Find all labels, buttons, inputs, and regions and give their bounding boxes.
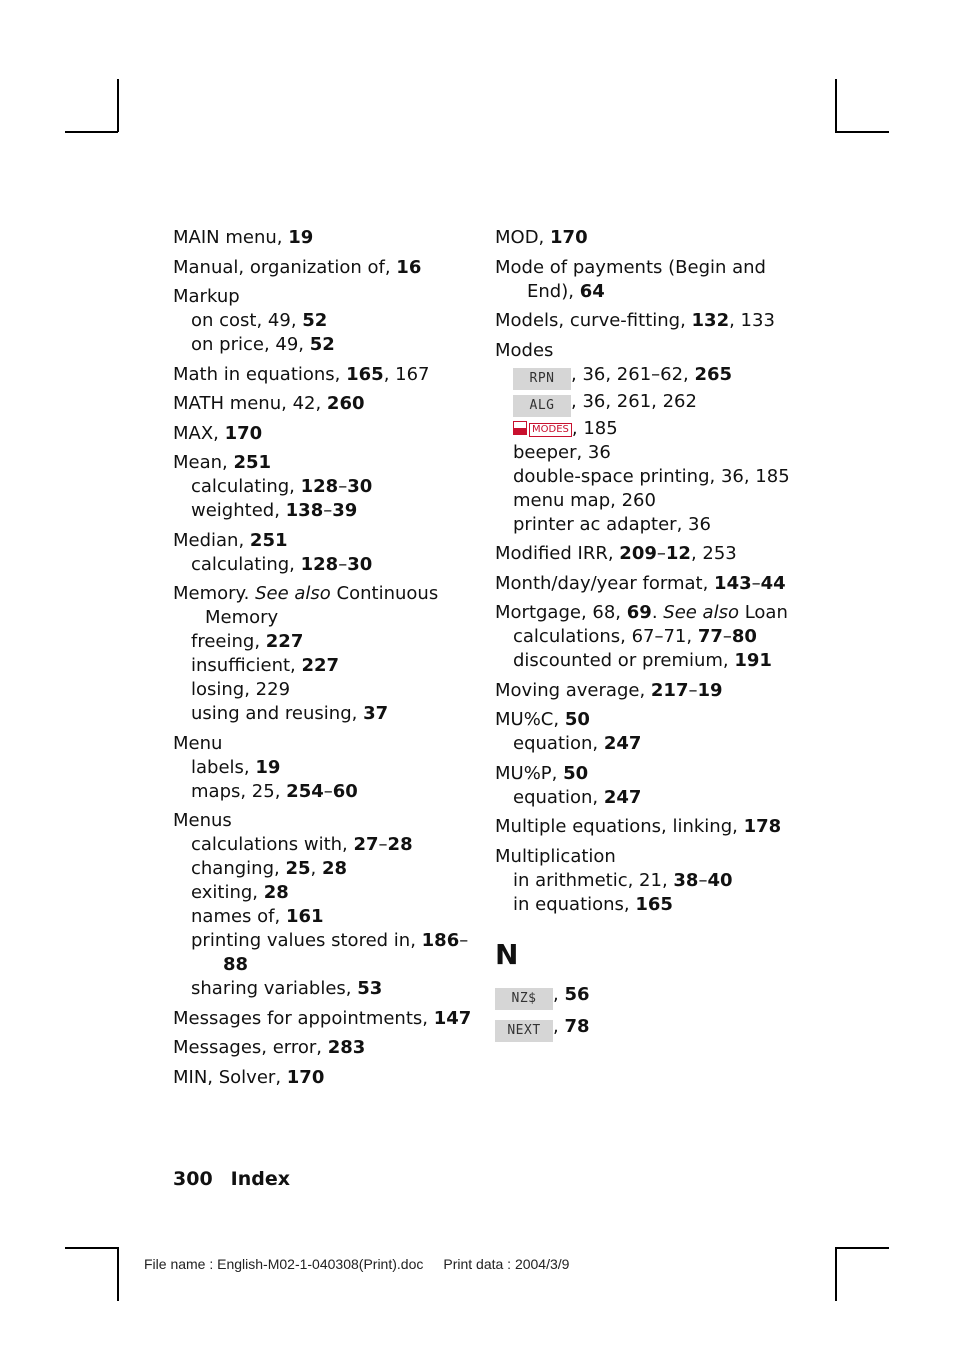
index-column-left [173, 226, 473, 1090]
modes-key: MODES [529, 423, 572, 437]
entry-text: MIN, Solver, [173, 1066, 287, 1088]
page-ref-primary: 39 [332, 500, 358, 521]
entry-text: equation, [513, 733, 604, 754]
index-subentry [173, 881, 473, 905]
page-ref-primary: 209 [619, 543, 657, 564]
entry-text: – [459, 930, 469, 951]
entry-text: beeper, 36 [513, 441, 611, 463]
entry-text: – [338, 553, 348, 575]
menu-label-key: RPN [513, 368, 571, 390]
entry-text: , [553, 983, 565, 1005]
entry-text: calculations, 67–71, [513, 626, 698, 647]
entry-text: freeing, [191, 631, 266, 652]
entry-text: Markup [173, 286, 240, 307]
crop-mark [835, 79, 837, 132]
index-entry [495, 256, 795, 304]
page-ref-primary: 30 [347, 476, 373, 497]
index-subentry [173, 475, 473, 499]
entry-text: See also [255, 583, 331, 604]
crop-mark [835, 1247, 889, 1249]
index-subentry [173, 857, 473, 881]
entry-text: exiting, [191, 882, 264, 903]
entry-text: See also [663, 602, 739, 623]
entry-text: Mortgage, 68, [495, 602, 627, 623]
page-ref-primary: 128 [300, 476, 339, 497]
entry-text: , 36, 261–62, [571, 363, 695, 385]
index-subentry [173, 905, 473, 929]
entry-text: , 167 [383, 363, 430, 385]
page-ref-primary: 260 [326, 393, 365, 414]
index-subentry [495, 390, 795, 417]
entry-text: , 253 [690, 543, 737, 564]
index-entry [173, 363, 473, 387]
index-subentry [495, 732, 795, 756]
entry-text: sharing variables, [191, 978, 358, 999]
entry-text: Math in equations, [173, 363, 347, 385]
page-ref-primary: 56 [564, 983, 590, 1005]
page-ref-primary: 247 [603, 733, 642, 754]
index-subentry [495, 649, 795, 673]
entry-text: – [338, 476, 348, 497]
page-number: 300 [173, 1168, 213, 1190]
page-ref-primary: 165 [635, 893, 673, 915]
entry-text: on cost, 49, [191, 310, 303, 331]
page-ref-primary: 52 [309, 334, 335, 355]
index-subentry [495, 625, 795, 649]
crop-mark [65, 1247, 118, 1249]
index-entry [495, 226, 795, 250]
page-ref-primary: 28 [263, 882, 289, 903]
page-ref-primary: 283 [327, 1037, 366, 1058]
index-entry [495, 762, 795, 786]
index-subentry [173, 309, 473, 333]
entry-text: menu map, 260 [513, 489, 656, 511]
page-ref-primary: 60 [332, 780, 358, 802]
page-ref-primary: 19 [697, 679, 723, 701]
page-ref-primary: 25 [285, 858, 311, 879]
index-entry [173, 392, 473, 416]
page-ref-primary: 19 [255, 756, 281, 778]
page-ref-primary: 165 [346, 363, 384, 385]
entry-text: Manual, organization of, [173, 256, 397, 278]
page-ref-primary: 217 [650, 679, 689, 701]
index-subentry [173, 833, 473, 857]
print-date: Print data : 2004/3/9 [443, 1256, 570, 1272]
index-subentry [173, 929, 473, 977]
entry-text: on price, 49, [191, 334, 310, 355]
index-subentry [495, 513, 795, 537]
index-entry [495, 708, 795, 732]
entry-text: MU%P, [495, 762, 564, 784]
page-ref-primary: 40 [707, 869, 733, 891]
entry-text: Loan [738, 602, 788, 623]
entry-text: Month/day/year format, [495, 572, 715, 594]
index-entry [173, 582, 473, 630]
page-ref-primary: 37 [363, 703, 389, 724]
entry-text: . [651, 602, 664, 623]
index-subentry [495, 869, 795, 893]
index-entry [495, 572, 795, 596]
entry-text: Memory. [173, 583, 256, 604]
crop-mark [835, 1247, 837, 1301]
page-ref-primary: 138 [285, 500, 324, 521]
entry-text: using and reusing, [191, 703, 364, 724]
index-subentry [173, 499, 473, 523]
page-ref-primary: 186 [421, 930, 460, 951]
entry-text: Modes [495, 339, 554, 361]
entry-text: Continuous Memory [205, 583, 439, 628]
page-ref-primary: 147 [433, 1007, 472, 1029]
entry-text: – [722, 626, 732, 647]
entry-text: double-space printing, 36, 185 [513, 465, 790, 487]
page-ref-primary: 191 [734, 650, 772, 671]
entry-text: MAX, [173, 422, 225, 444]
section-name: Index [230, 1168, 291, 1190]
entry-text: – [751, 572, 761, 594]
crop-mark [117, 79, 119, 132]
entry-text: equation, [513, 786, 604, 808]
page-ref-primary: 44 [760, 572, 786, 594]
page-ref-primary: 69 [626, 602, 652, 623]
page-ref-primary: 38 [673, 869, 699, 891]
page-ref-primary: 251 [233, 452, 272, 473]
index-subentry [495, 786, 795, 810]
entry-text: in arithmetic, 21, [513, 869, 674, 891]
index-subentry [495, 441, 795, 465]
entry-text: – [323, 780, 333, 802]
entry-text: Menus [173, 810, 232, 831]
index-entry [173, 451, 473, 475]
entry-text: Menu [173, 732, 223, 754]
page-ref-primary: 19 [288, 227, 314, 248]
entry-text: MATH menu, 42, [173, 393, 327, 414]
page-ref-primary: 88 [223, 954, 249, 975]
page-ref-primary: 178 [743, 816, 782, 837]
page-ref-primary: 251 [249, 529, 288, 551]
entry-text: – [378, 834, 388, 855]
page-ref-primary: 77 [697, 626, 723, 647]
index-column-right [495, 226, 795, 1042]
entry-text: Multiple equations, linking, [495, 816, 744, 837]
page-ref-primary: 80 [731, 626, 757, 647]
entry-text: MU%C, [495, 709, 565, 730]
menu-label-key: NEXT [495, 1020, 553, 1042]
crop-mark [65, 131, 118, 133]
entry-text: , 36, 261, 262 [571, 390, 697, 412]
entry-text: losing, 229 [191, 679, 291, 700]
entry-text: insufficient, [191, 655, 302, 676]
index-entry [495, 815, 795, 839]
index-entry [173, 226, 473, 250]
index-entry [495, 601, 795, 625]
entry-text: – [688, 679, 698, 701]
page-ref-primary: 170 [286, 1066, 325, 1088]
page-ref-primary: 28 [321, 858, 348, 879]
index-subentry [173, 654, 473, 678]
entry-text: Moving average, [495, 679, 651, 701]
menu-label-key: NZ$ [495, 988, 553, 1010]
index-subentry [173, 780, 473, 804]
index-subentry [173, 756, 473, 780]
page-ref-primary: 170 [224, 422, 263, 444]
page-ref-primary: 50 [563, 762, 589, 784]
index-subentry [173, 977, 473, 1001]
entry-text: MAIN menu, [173, 227, 289, 248]
page-ref-primary: 53 [357, 978, 383, 999]
entry-text: – [656, 543, 666, 564]
index-subentry [173, 630, 473, 654]
index-entry [173, 285, 473, 309]
entry-text: , 185 [571, 417, 618, 439]
index-entry [495, 983, 795, 1010]
index-subentry [495, 417, 795, 441]
entry-text: Median, [173, 529, 250, 551]
index-subentry [173, 553, 473, 577]
entry-text: Mode of payments (Begin and End), [495, 256, 766, 302]
entry-text: MOD, [495, 227, 551, 248]
entry-text: – [698, 869, 708, 891]
index-entry [495, 339, 795, 363]
menu-label-key: ALG [513, 395, 571, 417]
entry-text: printing values stored in, [191, 930, 422, 951]
page-ref-primary: 12 [665, 543, 691, 564]
page-ref-primary: 27 [353, 834, 379, 855]
index-entry [173, 1036, 473, 1060]
index-subentry [173, 678, 473, 702]
index-subentry [495, 893, 795, 917]
index-entry [173, 1007, 473, 1031]
page-ref-primary: 64 [579, 280, 605, 302]
section-letter: N [495, 937, 519, 971]
entry-text: , 133 [729, 310, 775, 331]
entry-text: weighted, [191, 500, 286, 521]
page-ref-primary: 128 [300, 553, 339, 575]
page-ref-primary: 78 [564, 1016, 590, 1037]
page-ref-primary: 161 [285, 906, 324, 927]
entry-text: calculating, [191, 553, 301, 575]
index-entry [495, 679, 795, 703]
entry-text: Multiplication [495, 845, 616, 867]
page-ref-primary: 265 [694, 363, 733, 385]
crop-mark [117, 1247, 119, 1301]
entry-text: maps, 25, [191, 780, 287, 802]
entry-text: in equations, [513, 893, 636, 915]
shift-key-icon [513, 421, 527, 435]
page-footer [173, 1168, 308, 1190]
entry-text: changing, [191, 858, 286, 879]
index-entry [495, 309, 795, 333]
index-entry [173, 529, 473, 553]
entry-text: Mean, [173, 452, 234, 473]
entry-text: calculations with, [191, 834, 354, 855]
index-subentry [495, 363, 795, 390]
index-subentry [173, 333, 473, 357]
entry-text: – [323, 500, 333, 521]
entry-text: names of, [191, 906, 286, 927]
page-ref-primary: 30 [347, 553, 373, 575]
entry-text: Messages, error, [173, 1037, 328, 1058]
index-subentry [495, 489, 795, 513]
file-info [144, 1256, 569, 1272]
file-name: File name : English-M02-1-040308(Print).doc [144, 1256, 424, 1272]
page-ref-primary: 143 [714, 572, 752, 594]
page-ref-primary: 170 [550, 227, 588, 248]
index-entry [495, 845, 795, 869]
entry-text: , [310, 858, 322, 879]
page-ref-primary: 50 [564, 709, 590, 730]
page-ref-primary: 28 [387, 834, 413, 855]
page-ref-primary: 16 [396, 256, 422, 278]
index-entry [173, 809, 473, 833]
page-ref-primary: 247 [603, 786, 642, 808]
page-ref-primary: 227 [265, 631, 304, 652]
entry-text: Messages for appointments, [173, 1007, 434, 1029]
entry-text: Models, curve-fitting, [495, 310, 692, 331]
page-ref-primary: 254 [286, 780, 324, 802]
index-subentry [495, 465, 795, 489]
index-entry [495, 1015, 795, 1042]
page-ref-primary: 132 [691, 310, 730, 331]
page-ref-primary: 52 [302, 310, 328, 331]
entry-text: discounted or premium, [513, 650, 735, 671]
index-entry [495, 542, 795, 566]
index-entry [173, 1066, 473, 1090]
index-entry [173, 422, 473, 446]
entry-text: calculating, [191, 476, 301, 497]
index-subentry [173, 702, 473, 726]
index-entry [173, 732, 473, 756]
page-ref-primary: 227 [301, 655, 340, 676]
entry-text: printer ac adapter, 36 [513, 513, 711, 535]
entry-text: Modified IRR, [495, 543, 620, 564]
crop-mark [835, 131, 889, 133]
index-entry [173, 256, 473, 280]
entry-text: , [553, 1016, 565, 1037]
entry-text: labels, [191, 756, 256, 778]
